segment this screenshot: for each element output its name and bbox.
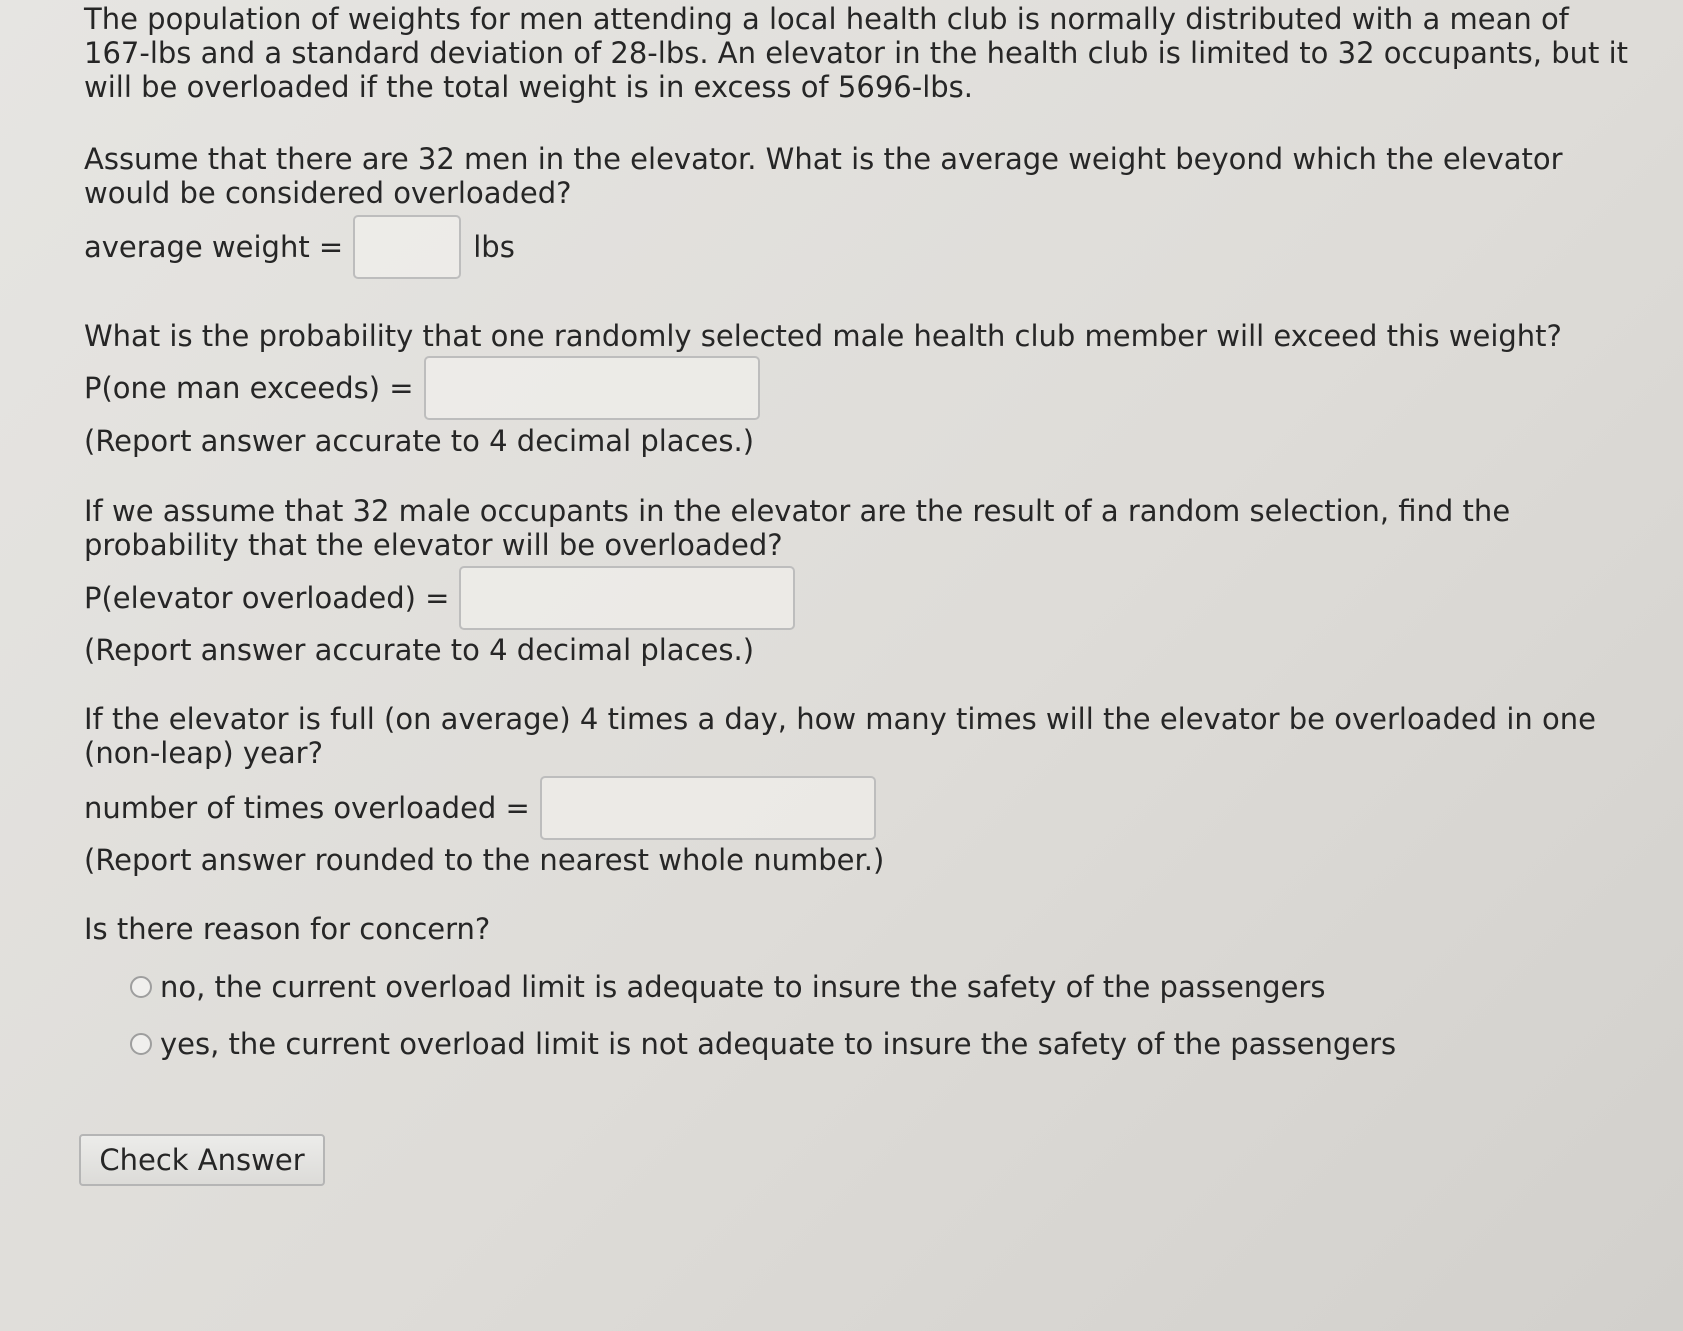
question-5-text: Is there reason for concern? [84,912,491,946]
check-answer-button[interactable]: Check Answer [79,1134,325,1186]
question-2-answer-row [84,355,760,421]
p-one-man-exceeds-label: P(one man exceeds) = [84,371,414,405]
times-overloaded-input[interactable] [540,776,876,840]
concern-option-no-label: no, the current overload limit is adequate to insure the safety of the passengers [160,970,1326,1004]
question-2-note: (Report answer accurate to 4 decimal places.) [84,424,755,458]
question-4-note: (Report answer rounded to the nearest whole number.) [84,843,885,877]
radio-no[interactable] [130,976,152,998]
question-3-note: (Report answer accurate to 4 decimal places.) [84,633,755,667]
concern-option-yes[interactable] [130,1027,1396,1061]
radio-yes[interactable] [130,1033,152,1055]
question-4-text: If the elevator is full (on average) 4 times a day, how many times will the elevator be overloaded in one (non-leap) year? [84,702,1596,770]
problem-statement: The population of weights for men attending a local health club is normally distributed with a mean of 167-lbs and a standard deviation of 28-lbs. An elevator in the health club is limited to 32 occupants, but it will be overloaded if the total weight is in excess of 5696-lbs. [84,2,1629,104]
question-3-answer-row [84,565,795,631]
times-overloaded-label: number of times overloaded = [84,791,530,825]
average-weight-unit: lbs [473,230,515,264]
question-2-text: What is the probability that one randomly selected male health club member will exceed this weight? [84,319,1562,353]
average-weight-label: average weight = [84,230,344,264]
question-1-answer-row [84,214,515,280]
concern-option-no[interactable] [130,970,1325,1004]
p-elevator-overloaded-input[interactable] [459,566,795,630]
question-4-answer-row [84,775,876,841]
question-1-text: Assume that there are 32 men in the elevator. What is the average weight beyond which the elevator would be considered overloaded? [84,142,1563,210]
question-3-text: If we assume that 32 male occupants in the elevator are the result of a random selection, find the probability that the elevator will be overloaded? [84,494,1511,562]
concern-option-yes-label: yes, the current overload limit is not adequate to insure the safety of the passengers [160,1027,1397,1061]
p-elevator-overloaded-label: P(elevator overloaded) = [84,581,450,615]
p-one-man-exceeds-input[interactable] [424,356,760,420]
average-weight-input[interactable] [353,215,461,279]
